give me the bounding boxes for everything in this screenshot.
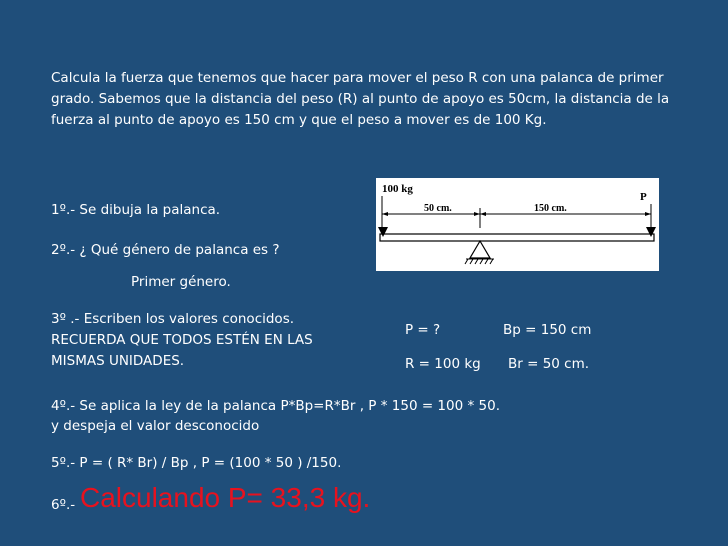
- step-5: 5º.- P = ( R* Br) / Bp , P = (100 * 50 ) /150.: [51, 455, 342, 471]
- value-br: Br = 50 cm.: [508, 356, 590, 372]
- step-6-prefix: 6º.-: [51, 497, 76, 513]
- lever-bar: [380, 234, 654, 241]
- step-2-answer: Primer género.: [131, 274, 231, 290]
- step-1: 1º.- Se dibuja la palanca.: [51, 202, 221, 218]
- lever-diagram: [376, 178, 659, 271]
- weight-label: 100 kg: [382, 183, 413, 195]
- dimension-lines: [382, 196, 651, 228]
- step-2: 2º.- ¿ Qué género de palanca es ?: [51, 242, 280, 258]
- step-3-line-3: MISMAS UNIDADES.: [51, 353, 185, 369]
- lever-figure: [376, 178, 659, 271]
- ground-hatch: [465, 259, 494, 264]
- step-4-line-1: 4º.- Se aplica la ley de la palanca P*Bp=R*Br , P * 150 = 100 * 50.: [51, 398, 500, 414]
- force-label: P: [640, 191, 647, 203]
- value-bp: Bp = 150 cm: [503, 322, 592, 338]
- right-distance-label: 150 cm.: [534, 203, 567, 214]
- problem-statement: Calcula la fuerza que tenemos que hacer para mover el peso R con una palanca de primer grado. Sabemos que la distancia del peso (R) al punto de apoyo es 50cm, la distancia de la fuerza al punto de apoyo es 150 cm y que el peso a mover es de 100 Kg.: [51, 70, 670, 128]
- step-6-result: Calculando P= 33,3 kg.: [80, 482, 371, 513]
- value-r: R = 100 kg: [405, 356, 481, 372]
- step-4-line-2: y despeja el valor desconocido: [51, 418, 260, 434]
- left-distance-label: 50 cm.: [424, 203, 452, 214]
- step-3-line-2: RECUERDA QUE TODOS ESTÉN EN LAS: [51, 332, 313, 348]
- value-p: P = ?: [405, 322, 441, 338]
- fulcrum-icon: [470, 241, 490, 258]
- step-3-line-1: 3º .- Escriben los valores conocidos.: [51, 311, 295, 327]
